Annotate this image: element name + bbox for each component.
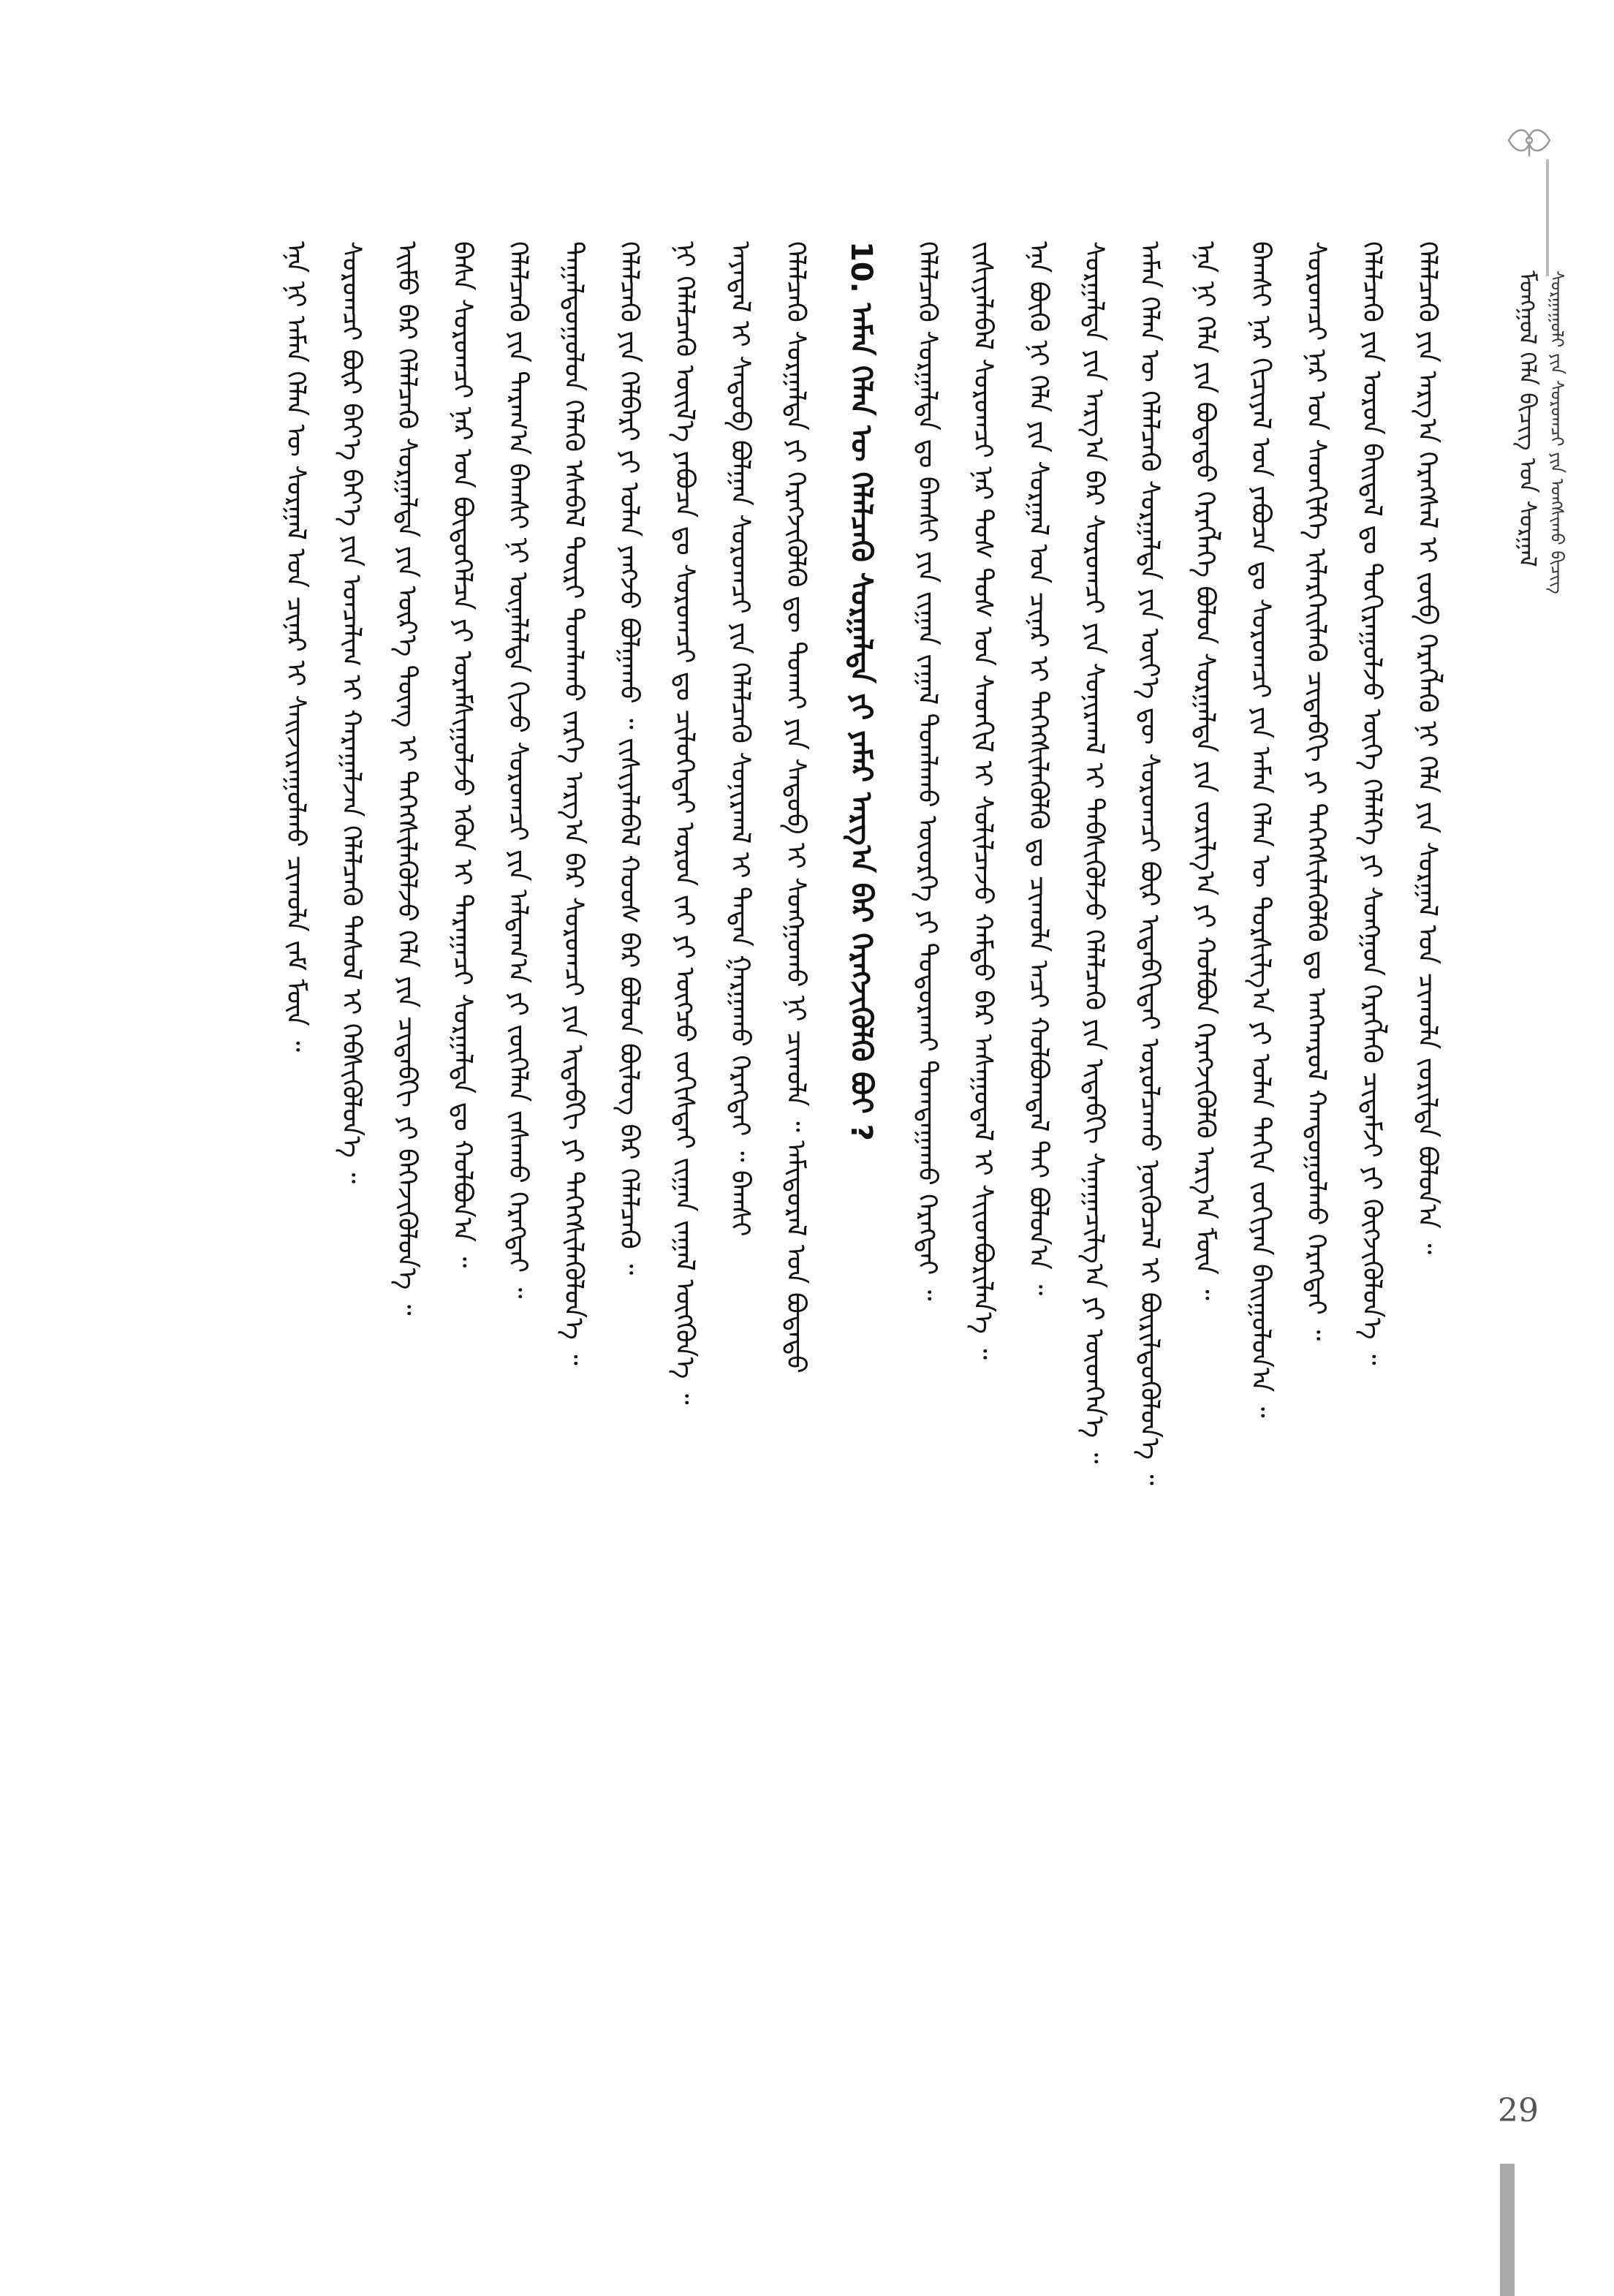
text-column: ᠵᠢᠱᠢᠶᠡᠯᠡᠪᠡᠯ ᠰᠤᠷᠤᠭᠴᠢ ᠨᠠᠷ ᠲᠤᠰ ᠲᠤᠰ ᠤᠨ ᠰᠡᠳᠬᠢᠯ ᠢ ᠰᠣᠯᠢᠯᠴᠠᠵᠤ ᠬᠠᠮᠲᠤ ᠪᠡᠷ ᠠᠰᠠᠭᠤᠳᠠᠯ ᠢ ᠰᠢᠢᠳᠪᠦᠷᠢᠯᠡᠨ᠎ᠡ ᠃	[968, 241, 998, 1360]
text-column: ᠡᠨᠡ ᠪᠦᠬᠦ ᠨᠢ ᠬᠡᠯᠡ ᠶᠢᠨ ᠰᠤᠷᠭᠠᠯ ᠤᠨ ᠴᠢᠨᠠᠷ ᠢ ᠳᠡᠭᠡᠭᠰᠢᠯᠡᠭᠦᠯᠬᠦ ᠳᠤ ᠴᠢᠬᠤᠯᠠ ᠠᠴᠢ ᠬᠣᠯᠪᠣᠭᠳᠠᠯ ᠲᠠᠢ ᠪᠣᠯᠤᠨ᠎ᠠ ᠃	[1023, 241, 1053, 1296]
running-head-subtitle: ᠰᠤᠷᠭᠠᠭᠤᠯᠢ ᠶᠢᠨ ᠰᠤᠷᠤᠭᠴᠢ ᠶᠢᠨ ᠤᠩᠰᠢᠬᠤ ᠪᠢᠴᠢᠭ	[1547, 270, 1567, 594]
text-column: ᠪᠡᠰᠡ ᠰᠤᠷᠤᠭᠴᠢ ᠨᠠᠷ ᠤᠨ ᠪᠦᠲᠦᠭᠡᠯᠴᠡ ᠶᠢ ᠤᠷᠠᠮᠰᠢᠭᠤᠯᠵᠤ ᠡᠭᠦᠨ ᠢ ᠳᠠᠷᠠᠭᠠᠴᠢ ᠰᠤᠷᠭᠠᠯᠲᠠ ᠳᠤ ᠬᠣᠯᠪᠣᠨ᠎ᠠ ᠃	[447, 241, 477, 1268]
text-column: ᠬᠡᠯᠡᠯᠴᠡᠬᠦ ᠰᠤᠷᠭᠠᠯᠲᠠ ᠳᠤ ᠪᠠᠭᠰᠢ ᠶᠢᠨ ᠵᠢᠭᠠᠨ ᠵᠠᠭᠠᠯ ᠲᠣᠭᠯᠠᠬᠤ ᠦᠦᠷᠭᠡ ᠶᠢ ᠲᠣᠳᠤᠷᠬᠠᠢ ᠲᠣᠭᠲᠠᠭᠠᠬᠤ ᠬᠡᠷᠡᠭᠲᠡᠢ ᠃	[912, 241, 942, 1301]
text-column: ᠬᠡᠯᠡᠯᠴᠡᠬᠦ ᠶᠢᠨ ᠠᠷᠭ᠎ᠠ ᠬᠡᠷᠡᠭᠰᠡᠯ ᠢ ᠵᠥᠪ ᠬᠡᠷᠡᠭᠯᠡᠬᠦ ᠨᠢ ᠬᠡᠯᠡ ᠶᠢᠨ ᠰᠤᠷᠭᠠᠯ ᠤᠨ ᠴᠢᠬᠤᠯᠠ ᠵᠣᠷᠢᠯᠲᠠ ᠪᠣᠯᠤᠨ᠎ᠠ ᠃	[1412, 241, 1442, 1254]
text-column: ᠡᠨᠡ ᠨᠢ ᠬᠡᠯᠡ ᠶᠢᠨ ᠪᠣᠳᠠᠲᠤ ᠬᠡᠷᠡᠭᠯᠡᠭᠡ ᠪᠣᠯᠤᠨ ᠰᠤᠷᠭᠠᠯᠲᠠ ᠶᠢᠨ ᠵᠣᠷᠢᠯᠭ᠎ᠠ ᠶᠢ ᠬᠣᠯᠪᠣᠨ ᠬᠡᠷᠡᠭᠵᠢᠭᠦᠯᠬᠦ ᠠᠷᠭ᠎ᠠ ᠮᠥᠨ ᠃	[1190, 241, 1220, 1300]
folio-tab	[1500, 2164, 1515, 2296]
text-column: ᠬᠡᠯᠡᠯᠴᠡᠬᠦ ᠰᠤᠷᠭᠠᠯᠲᠠ ᠶᠢ ᠬᠡᠷᠡᠭᠵᠢᠭᠦᠯᠬᠦ ᠳᠦ ᠲᠤᠬᠠᠢ ᠶᠢᠨ ᠰᠡᠳᠦᠪ ᠢ ᠰᠣᠩᠭᠣᠬᠤ ᠨᠢ ᠴᠢᠬᠤᠯᠠ ᠃ ᠠᠮᠢᠳᠤᠷᠠᠯ ᠤᠨ ᠪᠣᠳᠠᠲᠤ	[781, 241, 811, 1374]
text-column: ᠬᠡᠯᠡᠯᠴᠡᠬᠦ ᠶᠢᠨ ᠤᠷᠤᠨ ᠪᠠᠢᠳᠠᠯ ᠳᠤ ᠲᠣᠬᠢᠷᠠᠭᠤᠯᠵᠤ ᠦᠭᠡ ᠬᠡᠯᠡᠯᠭᠡ ᠶᠢ ᠰᠣᠩᠭᠣᠨ ᠬᠡᠷᠡᠭᠯᠡᠬᠦ ᠴᠢᠳᠠᠮᠵᠢ ᠶᠢ ᠬᠥᠭᠵᠢᠭᠦᠯᠦᠨ᠎ᠡ ᠃	[1357, 241, 1387, 1365]
text-column: ᠡᠢᠮᠦ ᠪᠡᠷ ᠬᠡᠯᠡᠯᠴᠡᠬᠦ ᠰᠤᠷᠭᠠᠯᠲᠠ ᠶᠢᠨ ᠦᠷ᠎ᠡ ᠳᠦᠩ ᠢ ᠳᠡᠭᠡᠭᠰᠢᠯᠡᠭᠦᠯᠵᠦ ᠬᠡᠯᠡ ᠶᠢᠨ ᠴᠢᠳᠠᠪᠬᠢ ᠶᠢ ᠪᠡᠬᠡᠵᠢᠭᠦᠯᠦᠨ᠎ᠡ ᠃	[392, 241, 422, 1316]
text-column: ᠰᠤᠷᠤᠭᠴᠢ ᠪᠦᠷ ᠪᠡᠶ᠎ᠡ ᠪᠡᠶ᠎ᠡ ᠶᠢᠨ ᠣᠨᠴᠠᠯᠢᠭ ᠢ ᠬᠠᠷᠠᠭᠠᠯᠵᠠᠨ ᠬᠡᠯᠡᠯᠴᠡᠬᠦ ᠳᠠᠰᠤᠯ ᠢ ᠬᠡᠪᠰᠢᠭᠦᠯᠦᠨ᠎ᠡ ᠃	[336, 241, 366, 1184]
page-number: 29	[1498, 2092, 1539, 2129]
text-column: ᠰᠤᠷᠤᠭᠴᠢ ᠨᠠᠷ ᠤᠨ ᠰᠡᠳᠬᠢᠯᠭᠡ ᠢᠯᠡᠷᠭᠡᠢᠯᠡᠬᠦ ᠴᠢᠳᠠᠪᠬᠢ ᠶᠢ ᠳᠡᠭᠡᠭᠰᠢᠯᠡᠭᠦᠯᠬᠦ ᠳᠤ ᠠᠩᠬᠠᠷᠤᠯ ᠬᠠᠨᠳᠤᠭᠤᠯᠬᠤ ᠬᠡᠷᠡᠭᠲᠡᠢ ᠃	[1301, 241, 1331, 1341]
running-head	[1513, 270, 1572, 826]
text-column: ᠠᠶᠠᠳᠠᠯ ᠢ ᠰᠡᠳᠦᠪ ᠪᠣᠯᠭᠠᠨ ᠰᠤᠷᠤᠭᠴᠢ ᠶᠢᠨ ᠬᠡᠯᠡᠯᠴᠡᠬᠦ ᠰᠣᠨᠢᠷᠬᠠᠯ ᠢ ᠲᠠᠲᠠᠨ ᠭᠠᠷᠭᠠᠬᠤ ᠬᠡᠷᠡᠭᠲᠡᠢ ᠃ ᠪᠠᠭᠰᠢ	[725, 241, 755, 1237]
flourish-ornament-icon	[1504, 123, 1554, 158]
text-column: ᠳᠠᠭᠠᠯᠳᠤᠭᠤᠯᠤᠨ ᠬᠡᠯᠡᠬᠦ ᠡᠰᠡᠪᠡᠯ ᠳᠦᠷᠢ ᠲᠣᠭᠯᠠᠬᠤ ᠵᠡᠷᠭᠡ ᠠᠷᠭ᠎ᠠ ᠪᠠᠷ ᠰᠤᠷᠤᠭᠴᠢ ᠶᠢᠨ ᠢᠳᠡᠪᠬᠢ ᠶᠢ ᠳᠡᠭᠡᠭᠰᠢᠯᠡᠭᠦᠯᠦᠨ᠎ᠡ ᠃	[558, 241, 588, 1365]
text-column: ᠠᠮᠠᠨ ᠬᠡᠯᠡᠨ ᠦ ᠬᠡᠯᠡᠯᠴᠡᠬᠦ ᠰᠤᠷᠭᠠᠯᠲᠠ ᠶᠢᠨ ᠦᠶ᠎ᠡ ᠳᠦ ᠰᠤᠷᠤᠭᠴᠢ ᠪᠦᠷ ᠢᠳᠡᠪᠬᠢᠲᠡᠢ ᠣᠷᠣᠯᠴᠠᠬᠤ ᠨᠥᠬᠦᠴᠡᠯ ᠢ ᠪᠦᠷᠢᠯᠳᠦᠭᠦᠯᠦᠨ᠎ᠡ ᠃	[1134, 241, 1164, 1485]
header-rule	[1546, 159, 1549, 276]
text-column: ᠬᠡᠯᠡᠯᠴᠡᠬᠦ ᠶᠢᠨ ᠳᠠᠷᠠᠭ᠎ᠠ ᠪᠠᠭᠰᠢ ᠨᠢ ᠦᠨᠡᠯᠡᠯᠲᠡ ᠬᠢᠵᠦ ᠰᠤᠷᠤᠭᠴᠢ ᠶᠢᠨ ᠠᠯᠳᠠᠭ᠎ᠠ ᠶᠢ ᠵᠥᠭᠡᠯᠡᠨ ᠵᠠᠰᠠᠬᠤ ᠬᠡᠷᠡᠭᠲᠡᠢ ᠃	[503, 241, 533, 1299]
text-column: ᠰᠤᠷᠭᠠᠯᠲᠠ ᠶᠢᠨ ᠠᠷᠭ᠎ᠠ ᠪᠠᠷ ᠰᠤᠷᠤᠭᠴᠢ ᠶᠢᠨ ᠰᠣᠨᠢᠷᠬᠠᠯ ᠢ ᠳᠡᠪᠰᠢᠭᠦᠯᠵᠦ ᠬᠡᠯᠡᠯᠴᠡᠬᠦ ᠶᠢᠨ ᠢᠳᠡᠪᠬᠢ ᠰᠠᠨᠠᠭᠠᠴᠢᠯᠭ᠎ᠠ ᠶᠢ ᠥᠳᠬᠡᠨ᠎ᠡ ᠃	[1079, 241, 1109, 1464]
text-column: ᠡᠨᠡ ᠨᠢ ᠠᠮᠠᠨ ᠬᠡᠯᠡᠨ ᠦ ᠰᠤᠷᠭᠠᠯ ᠤᠨ ᠴᠢᠨᠠᠷ ᠢ ᠰᠠᠢᠵᠢᠷᠠᠭᠤᠯᠬᠤ ᠴᠢᠬᠤᠯᠠ ᠵᠠᠮ ᠮᠥᠨ ᠃	[281, 241, 311, 1052]
running-head-title: ᠮᠣᠩᠭᠣᠯ ᠬᠡᠯᠡ ᠪᠢᠴᠢᠭ ᠤᠨ ᠰᠤᠷᠭᠠᠯ	[1514, 270, 1542, 567]
text-column: ᠬᠡᠯᠡᠯᠴᠡᠬᠦ ᠶᠢᠨ ᠬᠡᠯᠪᠡᠷᠢ ᠶᠢ ᠣᠯᠠᠨ ᠶᠠᠩᠵᠤ ᠪᠣᠯᠭᠠᠬᠤ ᠃ ᠵᠢᠱᠢᠶᠡᠯᠡᠪᠡᠯ ᠬᠣᠣᠰ ᠪᠡᠷ ᠪᠣᠯᠤᠨ ᠪᠦᠯᠦᠭ ᠪᠡᠷ ᠬᠡᠯᠡᠯᠴᠡᠬᠦ ᠃	[614, 241, 644, 1276]
text-column: ᠨᠢ ᠬᠡᠯᠡᠯᠴᠡᠬᠦ ᠦᠢᠯ᠎ᠡ ᠶᠠᠪᠤᠴᠠ ᠳᠤ ᠰᠤᠷᠤᠭᠴᠢ ᠳᠤ ᠴᠢᠯᠦᠭᠡᠲᠡᠢ ᠤᠷᠤᠨ ᠵᠠᠢ ᠶᠢ ᠥᠭᠴᠦ ᠵᠣᠬᠢᠰᠲᠠᠢ ᠵᠢᠭᠠᠨ ᠵᠠᠭᠠᠯ ᠥᠭᠭᠦᠨ᠎ᠡ ᠃	[670, 241, 700, 1405]
body-text	[212, 241, 1455, 1981]
text-column: ᠪᠠᠭᠰᠢ ᠨᠠᠷ ᠬᠢᠴᠢᠶᠡᠯ ᠤᠨ ᠶᠠᠪᠤᠴᠠ ᠳᠤ ᠰᠤᠷᠤᠭᠴᠢ ᠶᠢᠨ ᠠᠮᠠᠨ ᠬᠡᠯᠡᠨ ᠦ ᠲᠤᠷᠰᠢᠯᠭ᠎ᠠ ᠶᠢ ᠣᠯᠠᠨ ᠳᠠᠬᠢᠨ ᠵᠣᠬᠢᠶᠠᠨ ᠪᠠᠢᠭᠤᠯᠤᠨ᠎ᠠ ᠃	[1246, 241, 1276, 1418]
section-heading: 10. ᠠᠮᠠᠨ ᠬᠡᠯᠡᠨ ᠦ ᠬᠡᠯᠡᠯᠴᠡᠬᠦ ᠰᠤᠷᠭᠠᠯᠲᠠ ᠶᠢ ᠶᠠᠮᠠᠷ ᠠᠷᠭ᠎ᠠ ᠪᠠᠷ ᠬᠡᠷᠡᠭᠵᠢᠭᠦᠯᠬᠦ ᠪᠤᠢ ?	[844, 241, 878, 1141]
